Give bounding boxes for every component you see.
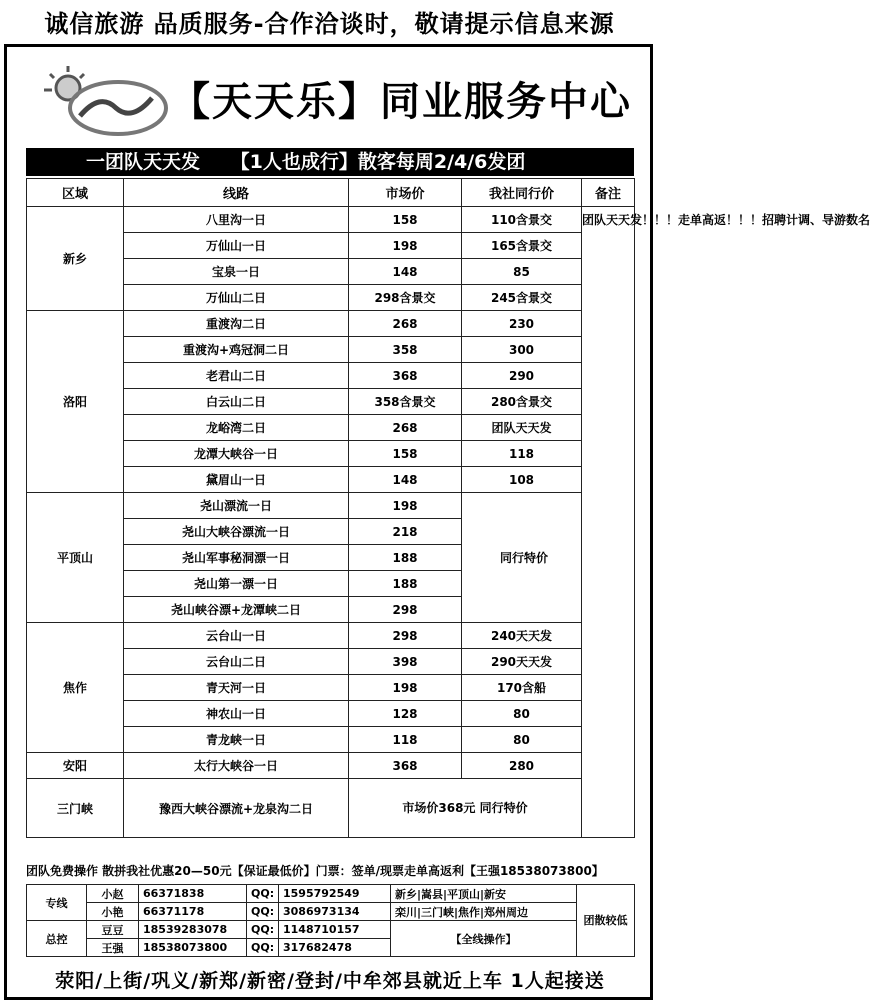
region-cell: 平顶山 bbox=[27, 493, 124, 623]
header-market: 市场价 bbox=[349, 179, 462, 207]
peer-cell: 230 bbox=[462, 311, 582, 337]
route-cell: 尧山军事秘洞漂一日 bbox=[124, 545, 349, 571]
top-slogan: 诚信旅游 品质服务-合作洽谈时，敬请提示信息来源 bbox=[44, 10, 615, 38]
market-cell: 188 bbox=[349, 571, 462, 597]
market-cell: 368 bbox=[349, 753, 462, 779]
route-cell: 重渡沟二日 bbox=[124, 311, 349, 337]
header-region: 区域 bbox=[27, 179, 124, 207]
route-cell: 青龙峡一日 bbox=[124, 727, 349, 753]
market-cell: 158 bbox=[349, 441, 462, 467]
contact-group-label: 专线 bbox=[27, 885, 87, 921]
footer-policy: 团队免费操作 散拼我社优惠20—50元【保证最低价】门票：签单/现票走单高返利【王强18538073800】 bbox=[26, 864, 604, 878]
route-cell: 龙峪湾二日 bbox=[124, 415, 349, 441]
peer-cell: 110含景交 bbox=[462, 207, 582, 233]
contact-phone[interactable]: 18538073800 bbox=[139, 939, 247, 957]
route-cell: 太行大峡谷一日 bbox=[124, 753, 349, 779]
peer-cell: 245含景交 bbox=[462, 285, 582, 311]
market-cell: 148 bbox=[349, 259, 462, 285]
peer-cell: 240天天发 bbox=[462, 623, 582, 649]
contact-name: 王强 bbox=[87, 939, 139, 957]
contact-name: 小赵 bbox=[87, 885, 139, 903]
brand-title: 【天天乐】同业服务中心 bbox=[170, 79, 632, 125]
market-cell: 298 bbox=[349, 623, 462, 649]
qq-label: QQ: bbox=[247, 903, 279, 921]
table-row bbox=[27, 207, 635, 233]
market-cell: 198 bbox=[349, 675, 462, 701]
market-cell: 118 bbox=[349, 727, 462, 753]
peer-cell: 300 bbox=[462, 337, 582, 363]
route-cell: 尧山大峡谷漂流一日 bbox=[124, 519, 349, 545]
market-cell: 198 bbox=[349, 493, 462, 519]
market-cell: 358含景交 bbox=[349, 389, 462, 415]
route-cell: 云台山一日 bbox=[124, 623, 349, 649]
peer-cell: 290天天发 bbox=[462, 649, 582, 675]
route-cell: 神农山一日 bbox=[124, 701, 349, 727]
peer-cell: 108 bbox=[462, 467, 582, 493]
peer-cell: 280含景交 bbox=[462, 389, 582, 415]
contact-qq[interactable]: 317682478 bbox=[279, 939, 391, 957]
table-row bbox=[27, 623, 635, 649]
contact-row bbox=[27, 885, 635, 903]
peer-cell: 170含船 bbox=[462, 675, 582, 701]
market-cell: 148 bbox=[349, 467, 462, 493]
route-cell: 万仙山二日 bbox=[124, 285, 349, 311]
qq-label: QQ: bbox=[247, 921, 279, 939]
route-cell: 白云山二日 bbox=[124, 389, 349, 415]
price-table bbox=[26, 178, 870, 838]
peer-cell: 165含景交 bbox=[462, 233, 582, 259]
table-header-row bbox=[27, 179, 635, 207]
market-cell: 298 bbox=[349, 597, 462, 623]
contact-group-label: 总控 bbox=[27, 921, 87, 957]
contact-name: 豆豆 bbox=[87, 921, 139, 939]
contact-name: 小艳 bbox=[87, 903, 139, 921]
peer-cell: 80 bbox=[462, 701, 582, 727]
header-peer: 我社同行价 bbox=[462, 179, 582, 207]
route-cell: 宝泉一日 bbox=[124, 259, 349, 285]
market-cell: 358 bbox=[349, 337, 462, 363]
banner bbox=[26, 148, 634, 176]
route-cell: 青天河一日 bbox=[124, 675, 349, 701]
contact-area: 【全线操作】 bbox=[391, 921, 577, 957]
peer-cell: 118 bbox=[462, 441, 582, 467]
market-cell: 268 bbox=[349, 415, 462, 441]
market-cell: 158 bbox=[349, 207, 462, 233]
qq-label: QQ: bbox=[247, 885, 279, 903]
qq-label: QQ: bbox=[247, 939, 279, 957]
route-cell: 云台山二日 bbox=[124, 649, 349, 675]
table-row bbox=[27, 753, 635, 779]
contact-qq[interactable]: 3086973134 bbox=[279, 903, 391, 921]
route-cell: 尧山峡谷漂+龙潭峡二日 bbox=[124, 597, 349, 623]
region-cell: 洛阳 bbox=[27, 311, 124, 493]
route-cell: 八里沟一日 bbox=[124, 207, 349, 233]
peer-cell: 团队天天发 bbox=[462, 415, 582, 441]
note-cell: 团队天天发！！！走单高返！！！招聘计调、导游数名 bbox=[582, 207, 635, 838]
route-cell: 老君山二日 bbox=[124, 363, 349, 389]
table-row bbox=[27, 311, 635, 337]
market-cell: 188 bbox=[349, 545, 462, 571]
special-price-cell: 市场价368元 同行特价 bbox=[349, 779, 582, 838]
route-cell: 尧山第一漂一日 bbox=[124, 571, 349, 597]
pickup-info: 荥阳/上街/巩义/新郑/新密/登封/中牟郊县就近上车 1人起接送 bbox=[55, 970, 605, 992]
contact-area: 新乡|嵩县|平顶山|新安 bbox=[391, 885, 577, 903]
route-cell: 万仙山一日 bbox=[124, 233, 349, 259]
route-cell: 龙潭大峡谷一日 bbox=[124, 441, 349, 467]
market-cell: 268 bbox=[349, 311, 462, 337]
market-cell: 298含景交 bbox=[349, 285, 462, 311]
route-cell: 重渡沟+鸡冠洞二日 bbox=[124, 337, 349, 363]
contact-qq[interactable]: 1148710157 bbox=[279, 921, 391, 939]
banner-daily: 一团队天天发 bbox=[86, 151, 201, 173]
region-cell: 安阳 bbox=[27, 753, 124, 779]
peer-cell: 290 bbox=[462, 363, 582, 389]
contact-area: 栾川|三门峡|焦作|郑州周边 bbox=[391, 903, 577, 921]
region-cell: 焦作 bbox=[27, 623, 124, 753]
header-note: 备注 bbox=[582, 179, 635, 207]
region-cell: 三门峡 bbox=[27, 779, 124, 838]
peer-cell: 80 bbox=[462, 727, 582, 753]
contact-phone[interactable]: 18539283078 bbox=[139, 921, 247, 939]
contact-phone[interactable]: 66371178 bbox=[139, 903, 247, 921]
table-row bbox=[27, 493, 635, 519]
market-cell: 398 bbox=[349, 649, 462, 675]
market-cell: 368 bbox=[349, 363, 462, 389]
banner-schedule: 【1人也成行】散客每周2/4/6发团 bbox=[230, 151, 526, 173]
header-route: 线路 bbox=[124, 179, 349, 207]
route-cell: 豫西大峡谷漂流+龙泉沟二日 bbox=[124, 779, 349, 838]
table-row bbox=[27, 779, 635, 838]
contact-row bbox=[27, 903, 635, 921]
route-cell: 黛眉山一日 bbox=[124, 467, 349, 493]
contact-qq[interactable]: 1595792549 bbox=[279, 885, 391, 903]
contact-table bbox=[26, 884, 635, 957]
sun-logo-icon bbox=[40, 62, 170, 142]
contact-row bbox=[27, 921, 635, 939]
contact-phone[interactable]: 66371838 bbox=[139, 885, 247, 903]
peer-special-cell: 同行特价 bbox=[462, 493, 582, 623]
route-cell: 尧山漂流一日 bbox=[124, 493, 349, 519]
market-cell: 218 bbox=[349, 519, 462, 545]
market-cell: 128 bbox=[349, 701, 462, 727]
peer-cell: 85 bbox=[462, 259, 582, 285]
stamp-cell: 团散较低 bbox=[577, 885, 635, 957]
peer-cell: 280 bbox=[462, 753, 582, 779]
market-cell: 198 bbox=[349, 233, 462, 259]
region-cell: 新乡 bbox=[27, 207, 124, 311]
